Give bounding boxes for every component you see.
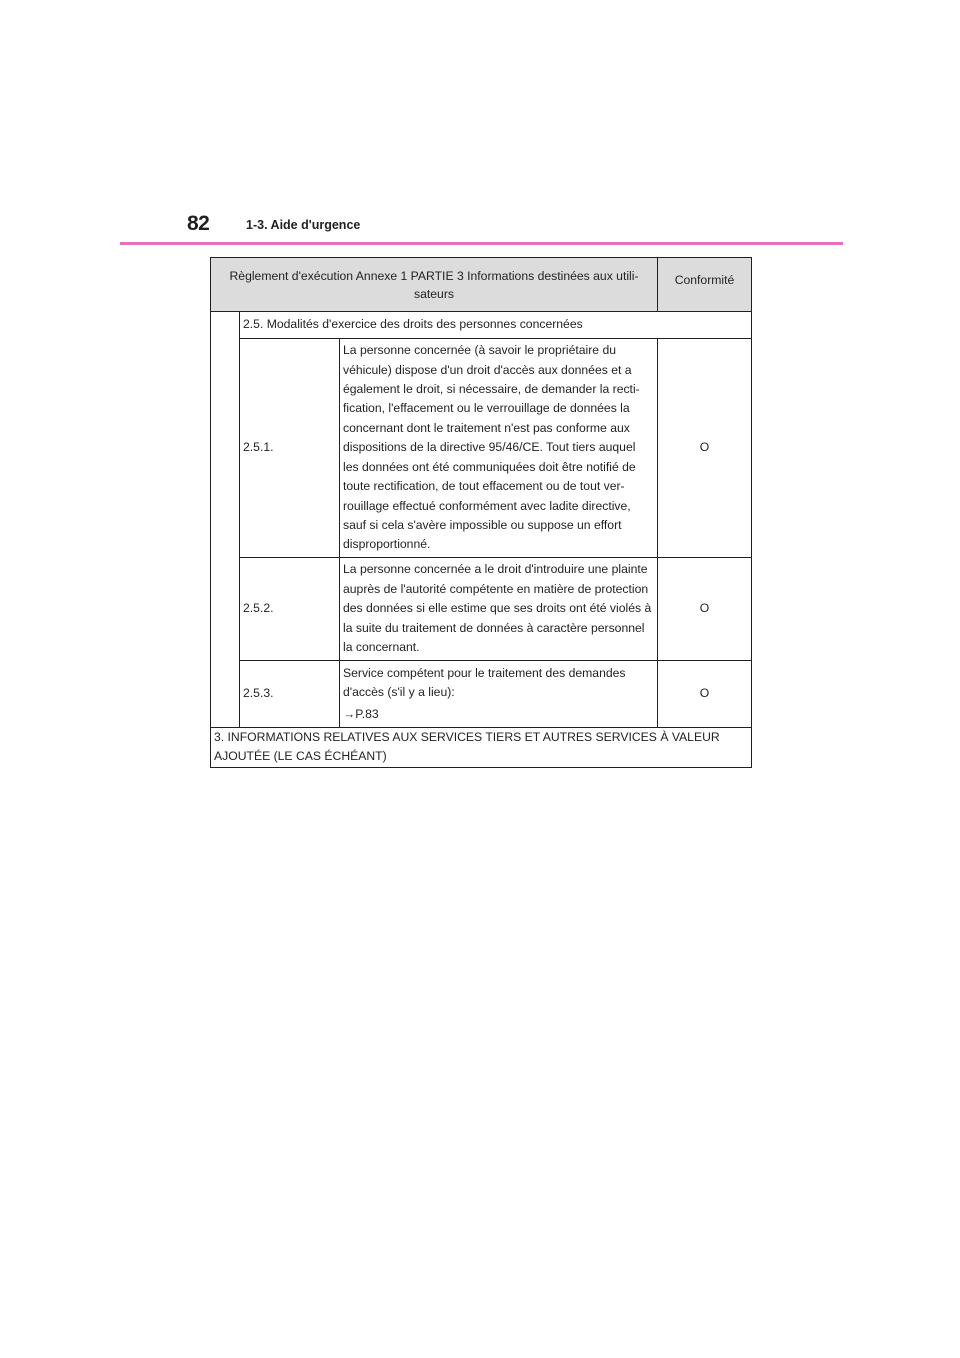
- table-row: [211, 558, 752, 661]
- subsection-title: 2.5. Modalités d'exercice des droits des personnes concernées: [240, 312, 752, 339]
- row-number: 2.5.3.: [240, 661, 340, 728]
- page-number: 82: [187, 212, 210, 235]
- row-number: 2.5.1.: [240, 339, 340, 558]
- row-description: [340, 661, 658, 728]
- row-conformity: O: [658, 339, 752, 558]
- section-title: 1-3. Aide d'urgence: [246, 218, 361, 232]
- footer-section-title: 3. INFORMATIONS RELATIVES AUX SERVICES TIERS ET AUTRES SERVICES À VALEUR AJOUTÉE (LE CAS ÉCHÉANT): [211, 728, 752, 768]
- row-conformity: O: [658, 558, 752, 661]
- row-description: La personne concernée (à savoir le propriétaire du véhicule) dispose d'un droit d'accès aux données et a également le droit, si nécessaire, de demander la recti-fication, l'effacement ou le verrouillage de données la concernant dont le traitement n'est pas conforme aux dispositions de la directive 95/46/CE. Tout tiers auquel les données ont été communiquées doit être notifié de toute rectification, de tout effacement ou de tout ver-rouillage effectué conformément avec ladite directive, sauf si cela s'avère impossible ou suppose un effort disproportionné.: [340, 339, 658, 558]
- row-conformity: O: [658, 661, 752, 728]
- row-description-text: Service compétent pour le traitement des demandes d'accès (s'il y a lieu):: [343, 665, 626, 700]
- page-reference-link[interactable]: →P.83: [343, 706, 379, 721]
- table-row: [211, 661, 752, 728]
- row-number: 2.5.2.: [240, 558, 340, 661]
- table-header-row: [211, 258, 752, 312]
- table-row: [211, 339, 752, 558]
- row-description: La personne concernée a le droit d'introduire une plainte auprès de l'autorité compétente en matière de protection des données si elle estime que ses droits ont été violés à la suite du traitement de données à caractère personnel la concernant.: [340, 558, 658, 661]
- footer-row: [211, 728, 752, 768]
- header-conformity-cell: Conformité: [658, 258, 752, 312]
- regulation-table: [210, 257, 752, 768]
- subsection-row: [211, 312, 752, 339]
- indent-cell: [211, 312, 240, 728]
- header-rule: [120, 242, 843, 245]
- header-regulation-cell: Règlement d'exécution Annexe 1 PARTIE 3 Informations destinées aux utili-sateurs: [211, 258, 658, 312]
